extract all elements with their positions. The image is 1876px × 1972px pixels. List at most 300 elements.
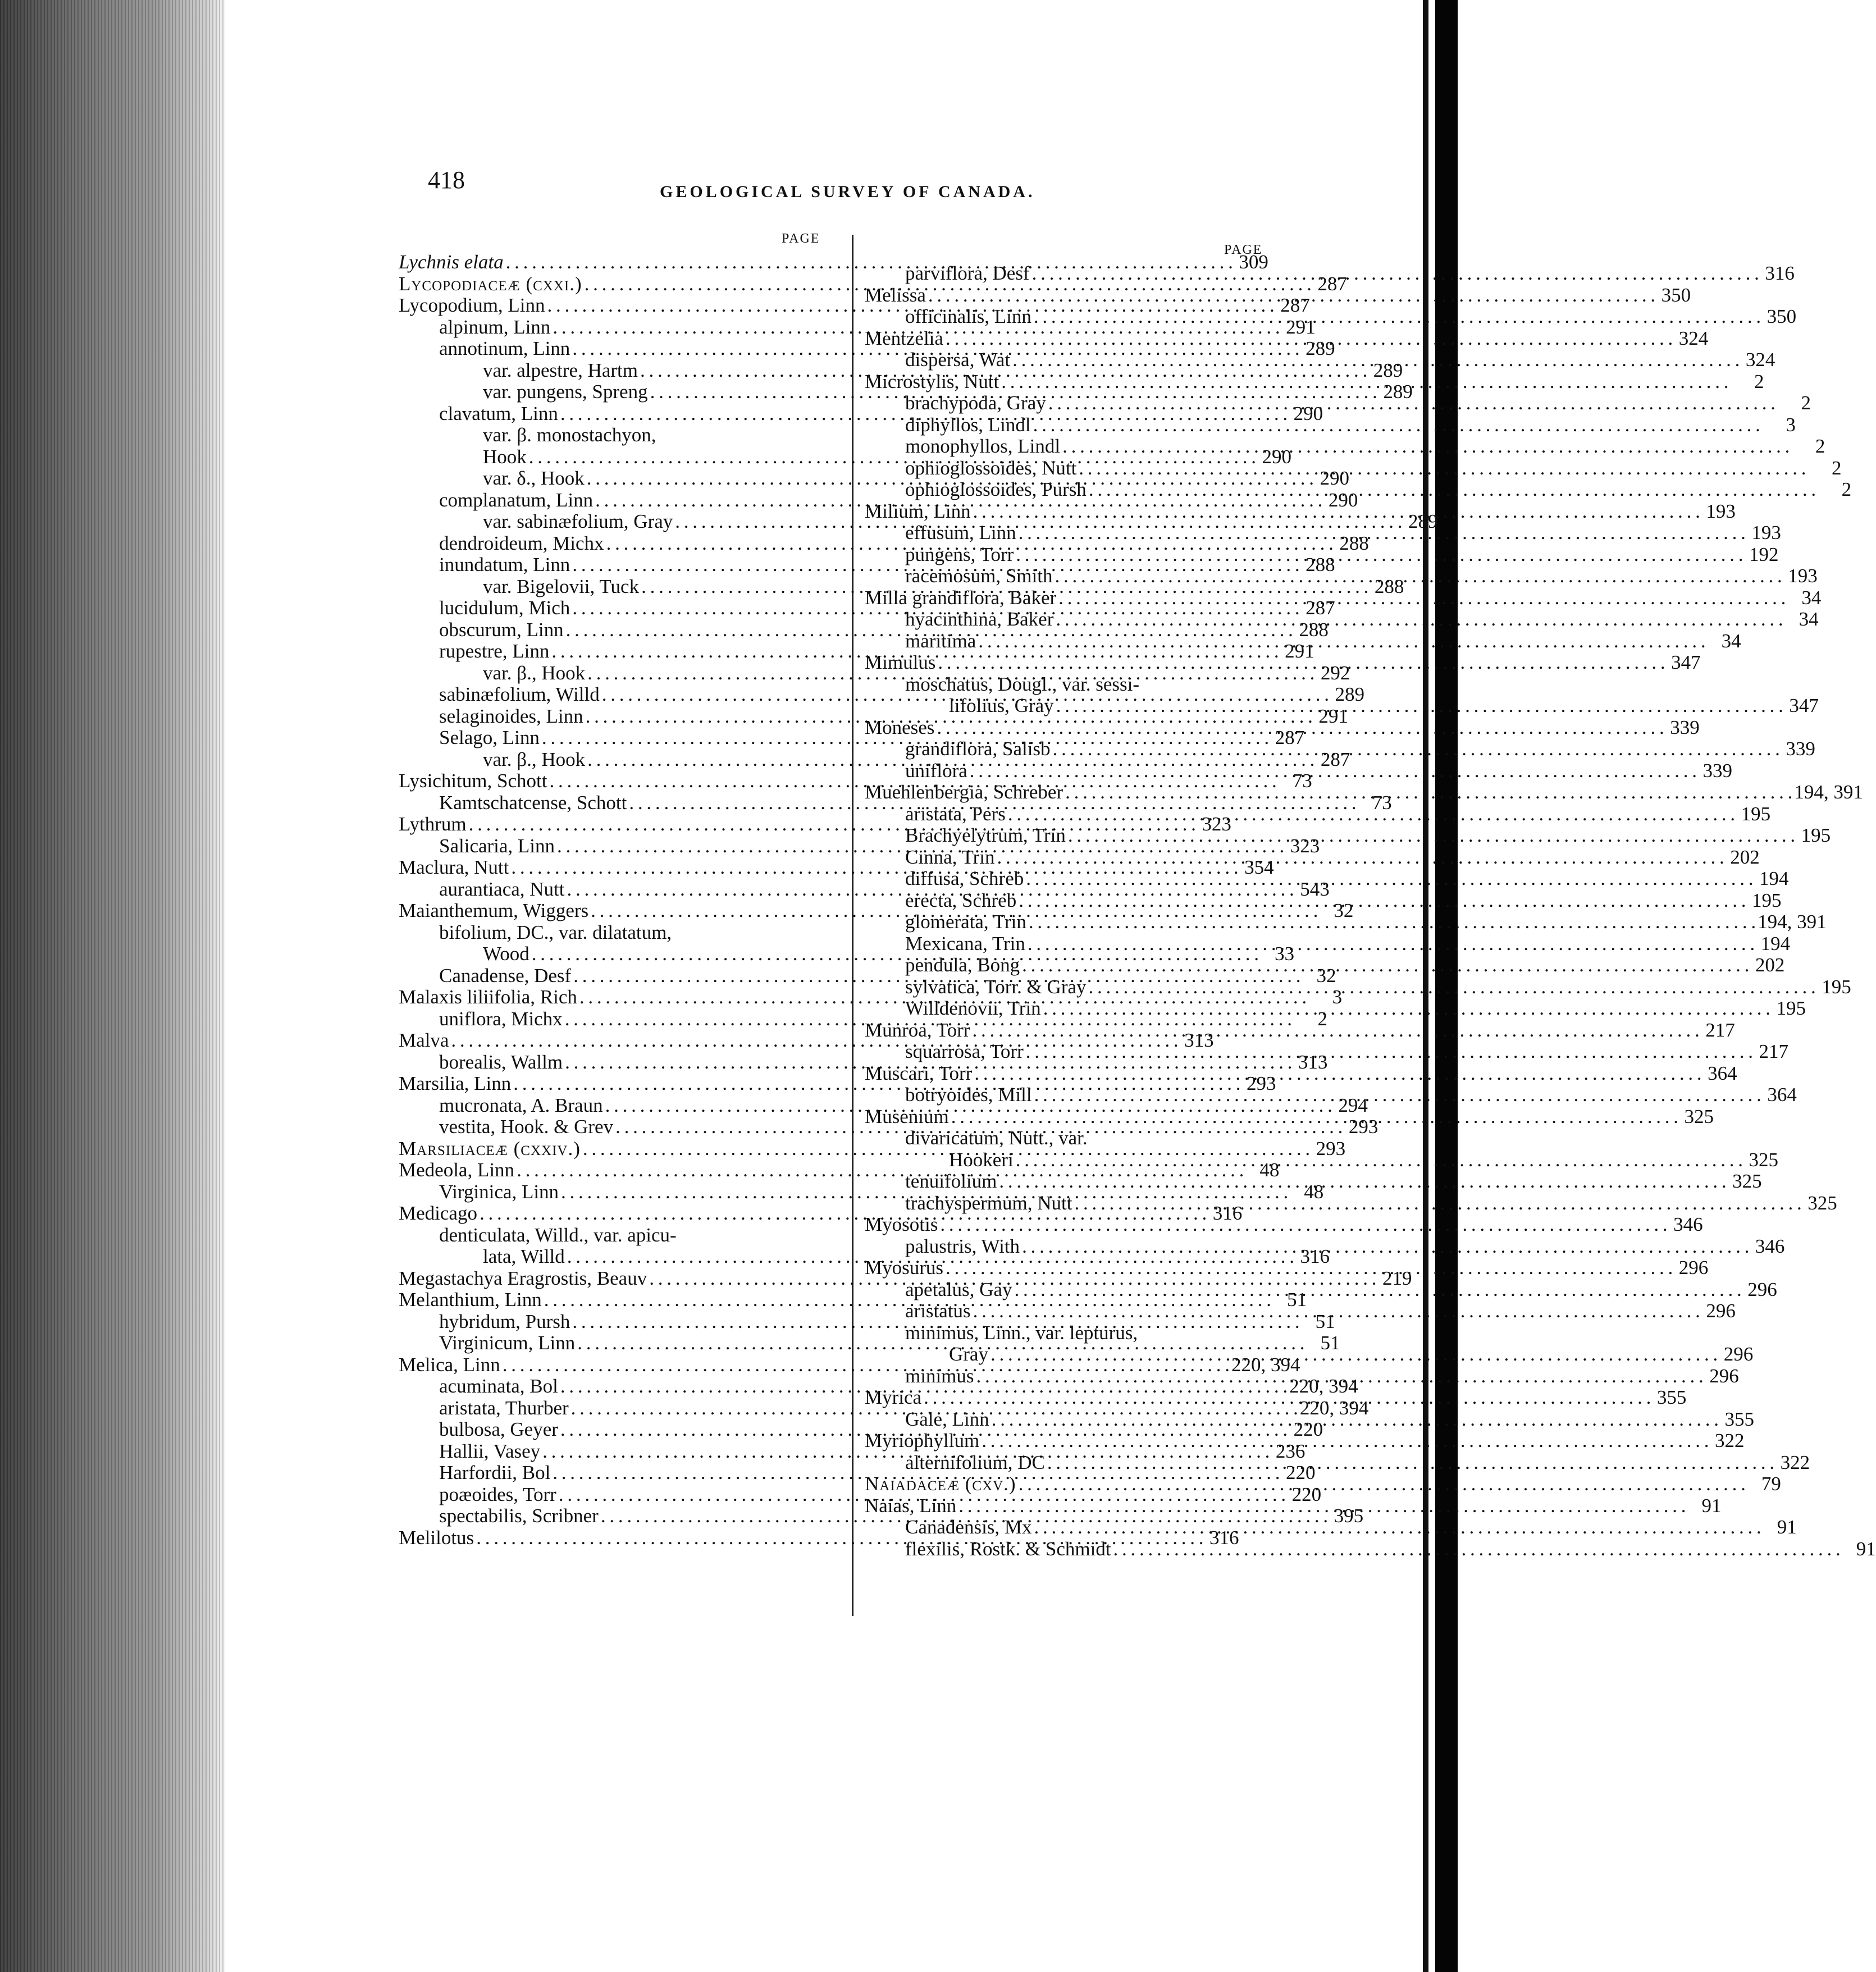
index-entry-text: uniflora, Michx bbox=[439, 1007, 563, 1030]
index-entry-text: hyacinthina, Baker bbox=[905, 608, 1054, 630]
book-page-edge bbox=[0, 0, 225, 1972]
index-entry-page: 219 bbox=[1382, 1267, 1412, 1289]
index-entry-text: monophyllos, Lindl bbox=[905, 435, 1061, 457]
index-entry-text: Marsiliaceæ (cxxiv.) bbox=[399, 1137, 581, 1160]
index-entry-page: 296 bbox=[1706, 1300, 1736, 1322]
index-entry-page: 296 bbox=[1723, 1343, 1754, 1365]
index-entry-page: 2 bbox=[1841, 478, 1852, 500]
index-entry-text: racemosum, Smith bbox=[905, 565, 1053, 587]
index-entry-page: 316 bbox=[1300, 1245, 1330, 1267]
dot-leader bbox=[1019, 890, 1745, 912]
dot-leader bbox=[1034, 306, 1760, 328]
index-entry-text: dendroideum, Michx bbox=[439, 532, 604, 554]
index-entry-text: Mentzelia bbox=[865, 327, 943, 349]
index-entry-text: officinalis, Linn bbox=[905, 305, 1031, 327]
index-entry-text: diffusa, Schreb bbox=[905, 868, 1024, 889]
index-entry-text: denticulata, Willd., var. apicu- bbox=[439, 1224, 677, 1246]
index-entry-text: Gale, Linn bbox=[905, 1408, 989, 1430]
index-entry-page: 51 bbox=[1286, 1289, 1307, 1311]
index-entry-text: pendula, Bong bbox=[905, 954, 1020, 976]
index-entry-text: effusum, Linn bbox=[905, 522, 1016, 544]
dot-leader bbox=[974, 1063, 1701, 1085]
index-entry-page: 543 bbox=[1300, 878, 1330, 900]
index-entry-text: apetalus, Gay bbox=[905, 1278, 1012, 1300]
index-entry-page: 236 bbox=[1275, 1440, 1306, 1462]
index-entry-page: 2 bbox=[1801, 392, 1811, 414]
index-entry-page: 350 bbox=[1767, 305, 1797, 327]
index-entry-text: Myosurus bbox=[865, 1257, 944, 1279]
index-entry-page: 48 bbox=[1304, 1180, 1324, 1203]
index-entry-page: 290 bbox=[1328, 489, 1358, 511]
index-entry-page: 316 bbox=[1765, 262, 1795, 284]
index-entry-page: 192 bbox=[1749, 543, 1779, 565]
index-entry-page: 217 bbox=[1705, 1019, 1735, 1041]
index-entry-text: Hook bbox=[483, 445, 527, 468]
index-entry-page: 291 bbox=[1285, 640, 1314, 662]
index-entry-text: complanatum, Linn bbox=[439, 489, 594, 511]
dot-leader bbox=[973, 501, 1700, 523]
index-entry-page: 322 bbox=[1780, 1451, 1810, 1473]
index-entry bbox=[865, 674, 1244, 696]
dot-leader bbox=[1032, 263, 1759, 285]
index-entry-text: rupestre, Linn bbox=[439, 640, 550, 662]
index-entry-text: Kamtschatcense, Schott bbox=[439, 791, 627, 814]
index-entry bbox=[399, 922, 834, 944]
dot-leader bbox=[946, 328, 1672, 350]
dot-leader bbox=[1034, 1517, 1761, 1539]
index-entry-text: Myosotis bbox=[865, 1213, 938, 1235]
index-entry-page: 296 bbox=[1709, 1364, 1739, 1387]
index-entry bbox=[399, 1225, 834, 1247]
index-entry-page: 350 bbox=[1661, 284, 1691, 306]
dot-leader bbox=[1026, 1041, 1752, 1063]
index-entry bbox=[865, 997, 1806, 1020]
index-entry-page: 294 bbox=[1338, 1094, 1368, 1116]
index-entry-page: 288 bbox=[1306, 554, 1335, 576]
index-entry-text: Moneses bbox=[865, 716, 935, 738]
index-entry-page: 194, 391 bbox=[1758, 911, 1827, 933]
index-entry-text: minimus, Linn., var. lepturus, bbox=[905, 1321, 1138, 1344]
dot-leader bbox=[997, 847, 1724, 869]
dot-leader bbox=[958, 1495, 1685, 1517]
index-entry-page: 51 bbox=[1320, 1332, 1340, 1354]
index-entry-page: 288 bbox=[1339, 532, 1369, 554]
index-entry-text: ophioglossoides, Nutt bbox=[905, 457, 1077, 479]
index-entry-text: Medeola, Linn bbox=[399, 1159, 515, 1181]
index-entry-text: Wood bbox=[483, 943, 530, 965]
index-entry-text: Myriophyllum bbox=[865, 1430, 980, 1451]
index-entry-page: 290 bbox=[1293, 402, 1323, 424]
dot-leader bbox=[978, 631, 1705, 652]
dot-leader bbox=[1113, 1539, 1840, 1560]
index-entry-text: poæoides, Torr bbox=[439, 1483, 556, 1505]
index-entry-text: squarrosa, Torr bbox=[905, 1040, 1024, 1062]
index-entry-text: sabinæfolium, Willd bbox=[439, 683, 600, 705]
index-entry-text: var. sabinæfolium, Gray bbox=[483, 510, 673, 532]
dot-leader bbox=[1048, 392, 1775, 414]
index-entry-text: Hookeri bbox=[949, 1148, 1014, 1171]
index-entry-page: 288 bbox=[1299, 618, 1329, 641]
index-entry-page: 347 bbox=[1671, 651, 1701, 673]
index-entry-text: Megastachya Eragrostis, Beauv bbox=[399, 1267, 647, 1289]
index-entry-text: flexilis, Rostk. & Schmidt bbox=[905, 1537, 1111, 1560]
index-entry-text: Munroa, Torr bbox=[865, 1019, 970, 1041]
index-entry-page: 91 bbox=[1701, 1494, 1722, 1517]
index-entry-text: Brachyelytrum, Trin bbox=[905, 824, 1066, 846]
index-entry-page: 313 bbox=[1184, 1029, 1214, 1051]
index-entry-text: aristatus bbox=[905, 1300, 971, 1322]
index-entry-page: 293 bbox=[1247, 1072, 1276, 1094]
index-entry-text: var. β., Hook bbox=[483, 748, 586, 770]
index-entry-page: 287 bbox=[1320, 748, 1350, 770]
dot-leader bbox=[1068, 825, 1795, 847]
index-entry-text: Lycopodium, Linn bbox=[399, 294, 545, 316]
running-head: GEOLOGICAL SURVEY OF CANADA. bbox=[660, 182, 1035, 201]
index-entry-page: 322 bbox=[1714, 1430, 1745, 1451]
index-entry-text: aristata, Pers bbox=[905, 802, 1006, 825]
index-entry-text: vestita, Hook. & Grev bbox=[439, 1116, 614, 1138]
left-column-page-header: PAGE bbox=[782, 231, 820, 246]
index-entry-text: aurantiaca, Nutt bbox=[439, 878, 565, 900]
index-entry-text: Lythrum bbox=[399, 813, 467, 835]
index-entry-page: 194 bbox=[1759, 868, 1789, 889]
index-entry-text: Selago, Linn bbox=[439, 727, 540, 748]
index-entry-text: parviflora, Desf bbox=[905, 262, 1030, 284]
index-entry-text: Muscari, Torr bbox=[865, 1062, 973, 1084]
index-entry-page: 292 bbox=[1320, 661, 1350, 684]
index-entry-page: 355 bbox=[1656, 1386, 1687, 1408]
index-entry-text: Virginica, Linn bbox=[439, 1180, 559, 1203]
dot-leader bbox=[1074, 1193, 1801, 1215]
index-entry-page: 202 bbox=[1755, 954, 1785, 976]
dot-leader bbox=[1028, 933, 1754, 955]
dot-leader bbox=[1026, 868, 1752, 890]
index-entry-text: var. β. monostachyon, bbox=[483, 424, 656, 446]
index-entry-page: 2 bbox=[1832, 457, 1842, 479]
index-entry-page: 91 bbox=[1777, 1516, 1797, 1538]
index-entry bbox=[865, 1322, 1244, 1344]
index-entry bbox=[399, 424, 834, 446]
index-entry-text: Virginicum, Linn bbox=[439, 1332, 576, 1354]
index-entry-text: inundatum, Linn bbox=[439, 554, 570, 576]
index-entry-text: Melica, Linn bbox=[399, 1353, 500, 1376]
index-entry-text: ophioglossoides, Pursh bbox=[905, 478, 1087, 500]
index-entry-page: 3 bbox=[1786, 413, 1796, 436]
dot-leader bbox=[972, 1020, 1699, 1042]
index-entry-page: 289 bbox=[1408, 510, 1438, 532]
index-entry-text: aristata, Thurber bbox=[439, 1396, 569, 1419]
index-entry-page: 293 bbox=[1316, 1137, 1346, 1160]
index-entry-page: 313 bbox=[1298, 1051, 1328, 1073]
dot-leader bbox=[999, 1171, 1726, 1193]
dot-leader bbox=[938, 652, 1664, 674]
index-entry-text: Malaxis liliifolia, Rich bbox=[399, 986, 577, 1008]
index-entry-page: 346 bbox=[1673, 1213, 1703, 1235]
dot-leader bbox=[940, 1214, 1667, 1236]
dot-leader bbox=[1014, 1279, 1741, 1301]
dot-leader bbox=[1033, 414, 1760, 436]
index-entry-text: Milla grandiflora, Baker bbox=[865, 586, 1057, 609]
index-entry-page: 347 bbox=[1789, 695, 1819, 716]
index-entry-page: 33 bbox=[1274, 943, 1294, 965]
index-entry-text: Hallii, Vasey bbox=[439, 1440, 541, 1462]
index-entry-page: 48 bbox=[1259, 1159, 1280, 1181]
index-entry-text: Gray bbox=[949, 1343, 988, 1365]
index-entry-page: 346 bbox=[1755, 1235, 1785, 1257]
index-entry-text: Salicaria, Linn bbox=[439, 834, 555, 857]
dot-leader bbox=[1022, 955, 1749, 976]
index-entry-text: Myrica bbox=[865, 1386, 922, 1408]
index-entry-page: 339 bbox=[1786, 738, 1815, 760]
index-entry-page: 324 bbox=[1745, 349, 1775, 371]
index-entry-text: bifolium, DC., var. dilatatum, bbox=[439, 921, 672, 943]
index-entry-page: 364 bbox=[1708, 1062, 1737, 1084]
dot-leader bbox=[1016, 1149, 1742, 1171]
index-entry-text: var. β., Hook bbox=[483, 661, 586, 684]
index-entry-page: 293 bbox=[1348, 1116, 1379, 1138]
index-entry-page: 32 bbox=[1316, 964, 1336, 987]
index-entry-text: Harfordii, Bol bbox=[439, 1462, 551, 1483]
index-entry-text: Willdenovii, Trin bbox=[905, 997, 1041, 1019]
index-entry-page: 79 bbox=[1761, 1473, 1781, 1495]
index-entry-page: 51 bbox=[1315, 1310, 1335, 1332]
dot-leader bbox=[1089, 976, 1815, 998]
index-entry-text: var. alpestre, Hartm bbox=[483, 359, 638, 381]
index-entry-page: 291 bbox=[1318, 705, 1348, 727]
index-entry-text: Cinna, Trin bbox=[905, 846, 995, 868]
index-entry-text: lifolius, Gray bbox=[949, 695, 1054, 716]
index-entry-text: Canadensis, Mx bbox=[905, 1516, 1032, 1538]
index-entry-text: var. Bigelovii, Tuck bbox=[483, 575, 640, 597]
dot-leader bbox=[951, 1106, 1678, 1128]
index-entry-page: 291 bbox=[1286, 316, 1316, 338]
index-entry-page: 194, 391 bbox=[1794, 781, 1863, 803]
dot-leader bbox=[1053, 738, 1779, 760]
dot-leader bbox=[1043, 998, 1770, 1020]
index-entry-page: 34 bbox=[1721, 629, 1741, 652]
dot-leader bbox=[924, 1387, 1650, 1409]
index-entry-page: 220 bbox=[1293, 1418, 1323, 1440]
dot-leader bbox=[973, 1300, 1700, 1322]
index-entry-text: hybridum, Pursh bbox=[439, 1310, 570, 1332]
index-entry-text: Lycopodiaceæ (cxxi.) bbox=[399, 272, 582, 295]
index-entry-text: bulbosa, Geyer bbox=[439, 1418, 558, 1440]
dot-leader bbox=[992, 1409, 1718, 1431]
index-entry-text: uniflora bbox=[905, 759, 967, 782]
index-entry-text: Maianthemum, Wiggers bbox=[399, 900, 589, 921]
index-entry-page: 325 bbox=[1749, 1148, 1778, 1171]
index-entry bbox=[865, 1019, 1735, 1042]
index-entry-page: 325 bbox=[1732, 1170, 1762, 1192]
index-entry-page: 195 bbox=[1822, 975, 1851, 998]
dot-leader bbox=[1001, 371, 1728, 393]
dot-leader bbox=[976, 1366, 1703, 1387]
dot-leader bbox=[946, 1257, 1672, 1279]
index-entry-page: 290 bbox=[1262, 445, 1292, 468]
index-entry-page: 193 bbox=[1706, 500, 1736, 522]
dot-leader bbox=[991, 1344, 1717, 1366]
index-entry-text: minimus bbox=[905, 1364, 974, 1387]
dot-leader bbox=[1089, 479, 1815, 501]
dot-leader bbox=[1019, 522, 1745, 544]
index-entry-page: 220, 394 bbox=[1289, 1375, 1358, 1397]
index-entry-text: mucronata, A. Braun bbox=[439, 1094, 603, 1116]
index-entry-page: 32 bbox=[1334, 900, 1354, 921]
index-entry bbox=[865, 1192, 1837, 1215]
index-entry-text: Malva bbox=[399, 1029, 449, 1051]
index-entry-text: Marsilia, Linn bbox=[399, 1072, 512, 1094]
dot-leader bbox=[937, 717, 1663, 739]
index-entry-page: 220, 394 bbox=[1299, 1396, 1369, 1419]
index-entry-page: 323 bbox=[1202, 813, 1231, 835]
index-entry-text: tenuifolium bbox=[905, 1170, 997, 1192]
dot-leader bbox=[1055, 565, 1781, 587]
index-entry-page: 2 bbox=[1317, 1007, 1327, 1030]
index-entry-text: Melanthium, Linn bbox=[399, 1289, 542, 1311]
dot-leader bbox=[1058, 587, 1785, 609]
index-entry-text: glomerata, Trin bbox=[905, 911, 1026, 933]
index-entry-page: 339 bbox=[1670, 716, 1700, 738]
index-entry-page: 91 bbox=[1856, 1537, 1876, 1560]
index-entry bbox=[865, 1127, 1244, 1149]
index-entry-page: 220, 394 bbox=[1231, 1353, 1300, 1376]
index-entry-text: diphyllos, Lindl bbox=[905, 413, 1031, 436]
index-entry-page: 287 bbox=[1317, 272, 1347, 295]
index-entry-text: var. δ., Hook bbox=[483, 467, 585, 489]
index-entry-text: Lysichitum, Schott bbox=[399, 770, 547, 792]
index-entry-page: 364 bbox=[1767, 1084, 1797, 1106]
index-entry-page: 220 bbox=[1291, 1483, 1322, 1505]
index-entry-page: 202 bbox=[1730, 846, 1760, 868]
index-entry-text: clavatum, Linn bbox=[439, 402, 558, 424]
index-entry-text: annotinum, Linn bbox=[439, 337, 570, 359]
index-entry-page: 73 bbox=[1292, 770, 1312, 792]
index-entry-text: Lychnis elata bbox=[399, 251, 504, 273]
index-entry bbox=[865, 911, 1827, 933]
index-entry-text: lucidulum, Mich bbox=[439, 597, 570, 619]
dot-leader bbox=[1008, 804, 1734, 825]
index-entry-text: Medicago bbox=[399, 1202, 477, 1224]
index-entry-text: var. pungens, Spreng bbox=[483, 381, 648, 403]
index-entry-text: alpinum, Linn bbox=[439, 316, 551, 338]
index-entry-page: 289 bbox=[1383, 381, 1413, 403]
dot-leader bbox=[1047, 1452, 1774, 1474]
index-entry-page: 193 bbox=[1751, 522, 1781, 544]
index-entry-page: 2 bbox=[1754, 370, 1764, 392]
index-entry-text: Melissa bbox=[865, 284, 926, 306]
dot-leader bbox=[1029, 911, 1755, 933]
dot-leader bbox=[1065, 782, 1792, 804]
index-entry-page: 34 bbox=[1801, 586, 1822, 609]
index-entry-page: 217 bbox=[1759, 1040, 1788, 1062]
index-entry-page: 195 bbox=[1741, 802, 1771, 825]
right-column-page-header: PAGE bbox=[1224, 243, 1263, 257]
index-entry-page: 220 bbox=[1286, 1462, 1316, 1483]
index-entry-page: 289 bbox=[1335, 683, 1364, 705]
index-entry-page: 287 bbox=[1275, 727, 1305, 748]
index-entry-text: Canadense, Desf bbox=[439, 964, 572, 987]
index-entry-text: Mexicana, Trin bbox=[905, 932, 1025, 955]
dot-leader bbox=[1056, 609, 1782, 631]
index-entry-page: 395 bbox=[1334, 1505, 1364, 1527]
index-entry-text: Maclura, Nutt bbox=[399, 856, 509, 878]
index-entry-page: 316 bbox=[1209, 1526, 1239, 1549]
index-entry-page: 296 bbox=[1747, 1278, 1777, 1300]
index-entry-page: 34 bbox=[1799, 608, 1819, 630]
dot-leader bbox=[982, 1430, 1708, 1452]
index-entry-page: 193 bbox=[1788, 565, 1818, 587]
index-entry-page: 325 bbox=[1684, 1105, 1714, 1127]
dot-leader bbox=[1034, 1084, 1761, 1106]
index-entry-text: palustris, With bbox=[905, 1235, 1020, 1257]
index-entry-text: maritima bbox=[905, 629, 976, 652]
index-entry-page: 309 bbox=[1239, 251, 1268, 273]
index-entry-text: botryoides, Mill bbox=[905, 1084, 1032, 1106]
index-entry-text: lata, Willd bbox=[483, 1245, 565, 1267]
index-entry-text: alternifolium, DC bbox=[905, 1451, 1045, 1473]
index-entry-text: Naiadaceæ (cxv.) bbox=[865, 1473, 1016, 1495]
index-entry-text: Muehlenbergia, Schreber bbox=[865, 781, 1063, 803]
dot-leader bbox=[1016, 544, 1742, 566]
index-entry-text: divaricatum, Nutt., var. bbox=[905, 1127, 1088, 1149]
index-entry-page: 355 bbox=[1724, 1408, 1754, 1430]
dot-leader bbox=[970, 760, 1696, 782]
index-entry-page: 323 bbox=[1290, 834, 1320, 857]
index-entry-page: 195 bbox=[1776, 997, 1806, 1019]
index-entry-page: 3 bbox=[1332, 986, 1343, 1008]
index-entry-page: 354 bbox=[1244, 856, 1274, 878]
index-entry-page: 339 bbox=[1702, 759, 1733, 782]
index-entry-text: Microstylis, Nutt bbox=[865, 370, 999, 392]
index-entry-text: dispersa, Wat bbox=[905, 349, 1011, 371]
dot-leader bbox=[928, 285, 1655, 307]
index-entry-text: trachyspermum, Nutt bbox=[905, 1192, 1072, 1214]
page-number: 418 bbox=[428, 166, 465, 194]
index-entry-text: borealis, Wallm bbox=[439, 1051, 563, 1073]
index-entry-page: 325 bbox=[1807, 1192, 1837, 1214]
dot-leader bbox=[1079, 458, 1805, 480]
index-entry-text: Naias, Linn bbox=[865, 1494, 957, 1517]
index-entry-page: 316 bbox=[1212, 1202, 1243, 1224]
index-entry-page: 2 bbox=[1815, 435, 1825, 457]
dot-leader bbox=[1056, 695, 1783, 717]
dot-leader bbox=[1019, 1473, 1745, 1495]
index-entry-text: selaginoides, Linn bbox=[439, 705, 583, 727]
index-entry-text: moschatus, Dougl., var. sessi- bbox=[905, 673, 1140, 695]
index-entry-text: Mimulus bbox=[865, 651, 936, 673]
dot-leader bbox=[1012, 349, 1739, 371]
index-entry-page: 296 bbox=[1678, 1257, 1709, 1279]
index-entry-page: 73 bbox=[1372, 791, 1392, 814]
index-entry-page: 289 bbox=[1306, 337, 1335, 359]
index-entry-text: Milium, Linn bbox=[865, 500, 971, 522]
index-entry-page: 324 bbox=[1678, 327, 1709, 349]
index-entry-page: 290 bbox=[1320, 467, 1350, 489]
dot-leader bbox=[1022, 1236, 1749, 1258]
index-entry-text: grandiflora, Salisb bbox=[905, 738, 1051, 760]
index-entry-text: acuminata, Bol bbox=[439, 1375, 558, 1397]
index-entry-page: 195 bbox=[1801, 824, 1831, 846]
index-entry-text: sylvatica, Torr. & Gray bbox=[905, 975, 1087, 998]
index-entry-page: 287 bbox=[1306, 597, 1335, 619]
index-entry-page: 195 bbox=[1751, 889, 1782, 911]
index-entry-text: brachypoda, Gray bbox=[905, 392, 1046, 414]
index-entry-text: erecta, Schreb bbox=[905, 889, 1017, 911]
index-entry-text: spectabilis, Scribner bbox=[439, 1505, 599, 1527]
index-entry-page: 289 bbox=[1373, 359, 1403, 381]
index-entry-text: pungens, Torr bbox=[905, 543, 1014, 565]
index-entry-text: Melilotus bbox=[399, 1526, 474, 1549]
